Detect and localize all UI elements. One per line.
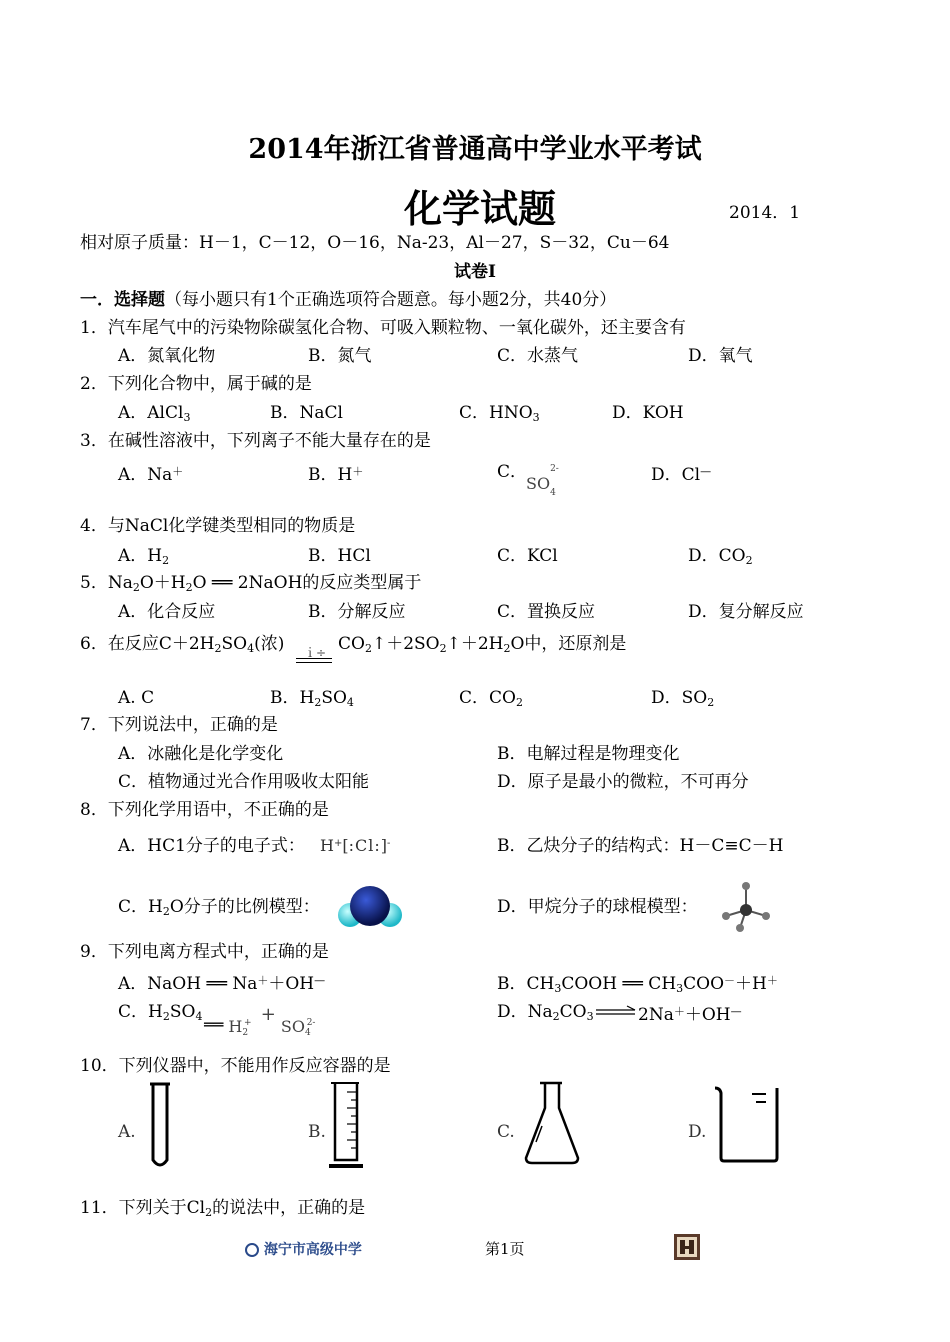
subject-title: 化学试题 (404, 186, 557, 231)
seal-stamp-icon (674, 1234, 700, 1260)
q3-option-a: A．Na＋ (118, 465, 184, 485)
q1-option-a: A．氮氧化物 (118, 346, 216, 366)
q6-stem-part1: 6．在反应$C+2H_2SO_4$(浓) (80, 634, 285, 655)
q6-option-b: B．$H_2SO_4$ (270, 688, 354, 709)
q6-option-a: A. C (118, 688, 155, 708)
q1-option-d: D．氧气 (688, 346, 753, 366)
beaker-image (712, 1084, 784, 1164)
water-space-filling-model-image (335, 884, 405, 932)
q11-stem: 11．下列关于$Cl_2$的说法中，正确的是 (80, 1198, 366, 1219)
q9-option-c: C．$H_2SO_4$ (118, 1002, 203, 1023)
q3-sulfate-ion: SO 2- $_4$ (526, 464, 559, 498)
school-logo (245, 1239, 362, 1259)
q2-stem: 2．下列化合物中，属于碱的是 (80, 374, 312, 394)
reversible-arrow-icon (595, 1005, 637, 1019)
q1-option-b: B．氮气 (308, 346, 372, 366)
q8-option-c-text: O分子的比例模型： (169, 897, 320, 917)
atomic-masses: 相对原子质量：H－1，C－12，O－16，Na-23，Al－27，S－32，Cu－64 (80, 233, 670, 253)
q5-option-c: C．置换反应 (497, 602, 596, 622)
q8-option-a: A．HC1分子的电子式： (118, 836, 305, 856)
q3-option-d: D．Cl— (651, 465, 712, 485)
q3-stem: 3．在碱性溶液中，下列离子不能大量存在的是 (80, 431, 431, 451)
q2-option-a: A．AlCl$_3$ (118, 403, 191, 424)
q7-option-c: C．植物通过光合作用吸收太阳能 (118, 772, 370, 792)
q6-stem-part2: $CO_2↑+2SO_2↑+2H_2O$中，还原剂是 (338, 634, 627, 655)
q2-option-c: C．$HNO_3$ (459, 403, 540, 424)
q10-option-d: D. (688, 1122, 707, 1142)
page-number: 第1页 (485, 1240, 525, 1258)
q4-option-b: B．HCl (308, 546, 371, 566)
q6-option-d: D．$SO_2$ (651, 688, 715, 709)
q2-option-d: D．KOH (612, 403, 684, 423)
methane-ball-stick-model-image (718, 880, 774, 934)
q2-option-b: B．NaCl (270, 403, 343, 423)
logo-mark-icon (245, 1243, 259, 1257)
q8-option-d: D．甲烷分子的球棍模型： (497, 897, 698, 917)
q8-option-c: C．$H_2O$分子的比例模型： (118, 897, 320, 918)
q7-option-b: B．电解过程是物理变化 (497, 744, 680, 764)
q9-option-d: D．$Na_2CO_3$ (497, 1002, 594, 1023)
q7-stem: 7．下列说法中，正确的是 (80, 715, 278, 735)
section-title: 一．选择题 (80, 290, 165, 310)
q6-option-c: C．$CO_2$ (459, 688, 523, 709)
heat-condition-sign: ｉ÷ (296, 644, 332, 664)
paper-label: 试卷Ⅰ (454, 262, 496, 282)
q5-option-a: A．化合反应 (118, 602, 216, 622)
q8-option-b: B．乙炔分子的结构式：H－C≡C－H (497, 836, 784, 856)
graduated-cylinder-image (327, 1080, 365, 1170)
q4-option-c: C．KCl (497, 546, 558, 566)
q9-option-a: A．NaOH ══ Na＋＋OH— (118, 974, 326, 994)
q11-stem-text: 11．下列关于Cl (80, 1198, 206, 1218)
q10-option-a: A. (118, 1122, 136, 1142)
q5-stem: 5．$Na_2O+H_2O$ ══ 2NaOH的反应类型属于 (80, 573, 422, 594)
q9-option-c-equation-image: ══ $H2^+ + SO4^{2-}$ (204, 1004, 316, 1038)
conical-flask-image (522, 1080, 582, 1166)
q7-option-d: D．原子是最小的微粒，不可再分 (497, 772, 749, 792)
hcl-electron-formula-image: H+[:Cl:]- (320, 836, 391, 855)
q7-option-a: A．冰融化是化学变化 (118, 744, 284, 764)
exam-date: 2014．1 (729, 203, 801, 223)
q5-option-b: B．分解反应 (308, 602, 406, 622)
section-instructions: （每小题只有1个正确选项符合题意。每小题2分，共40分） (165, 290, 617, 310)
q4-option-d: D．$CO_2$ (688, 546, 753, 567)
school-name: 海宁市高级中学 (263, 1242, 362, 1258)
q4-stem: 4．与NaCl化学键类型相同的物质是 (80, 516, 356, 536)
exam-title: 2014年浙江省普通高中学业水平考试 (248, 134, 702, 165)
q9-option-d-products: 2Na＋＋OH— (638, 1005, 742, 1025)
q5-option-d: D．复分解反应 (688, 602, 804, 622)
section-heading (80, 289, 616, 311)
q10-option-c: C. (497, 1122, 515, 1142)
q3-option-c: C． (497, 462, 528, 482)
q3-option-b: B．H＋ (308, 465, 364, 485)
q1-stem: 1．汽车尾气中的污染物除碳氢化合物、可吸入颗粒物、一氧化碳外，还主要含有 (80, 318, 686, 338)
q10-stem: 10．下列仪器中，不能用作反应容器的是 (80, 1056, 391, 1076)
q9-option-b: B．$CH_3COOH$ ══ $CH_3COO^-+H^+$ (497, 974, 778, 995)
q4-option-a: A．$H_2$ (118, 546, 170, 567)
test-tube-image (148, 1082, 172, 1172)
q10-option-b: B. (308, 1122, 326, 1142)
q8-stem: 8．下列化学用语中，不正确的是 (80, 800, 329, 820)
q1-option-c: C．水蒸气 (497, 346, 579, 366)
q9-stem: 9．下列电离方程式中，正确的是 (80, 942, 329, 962)
